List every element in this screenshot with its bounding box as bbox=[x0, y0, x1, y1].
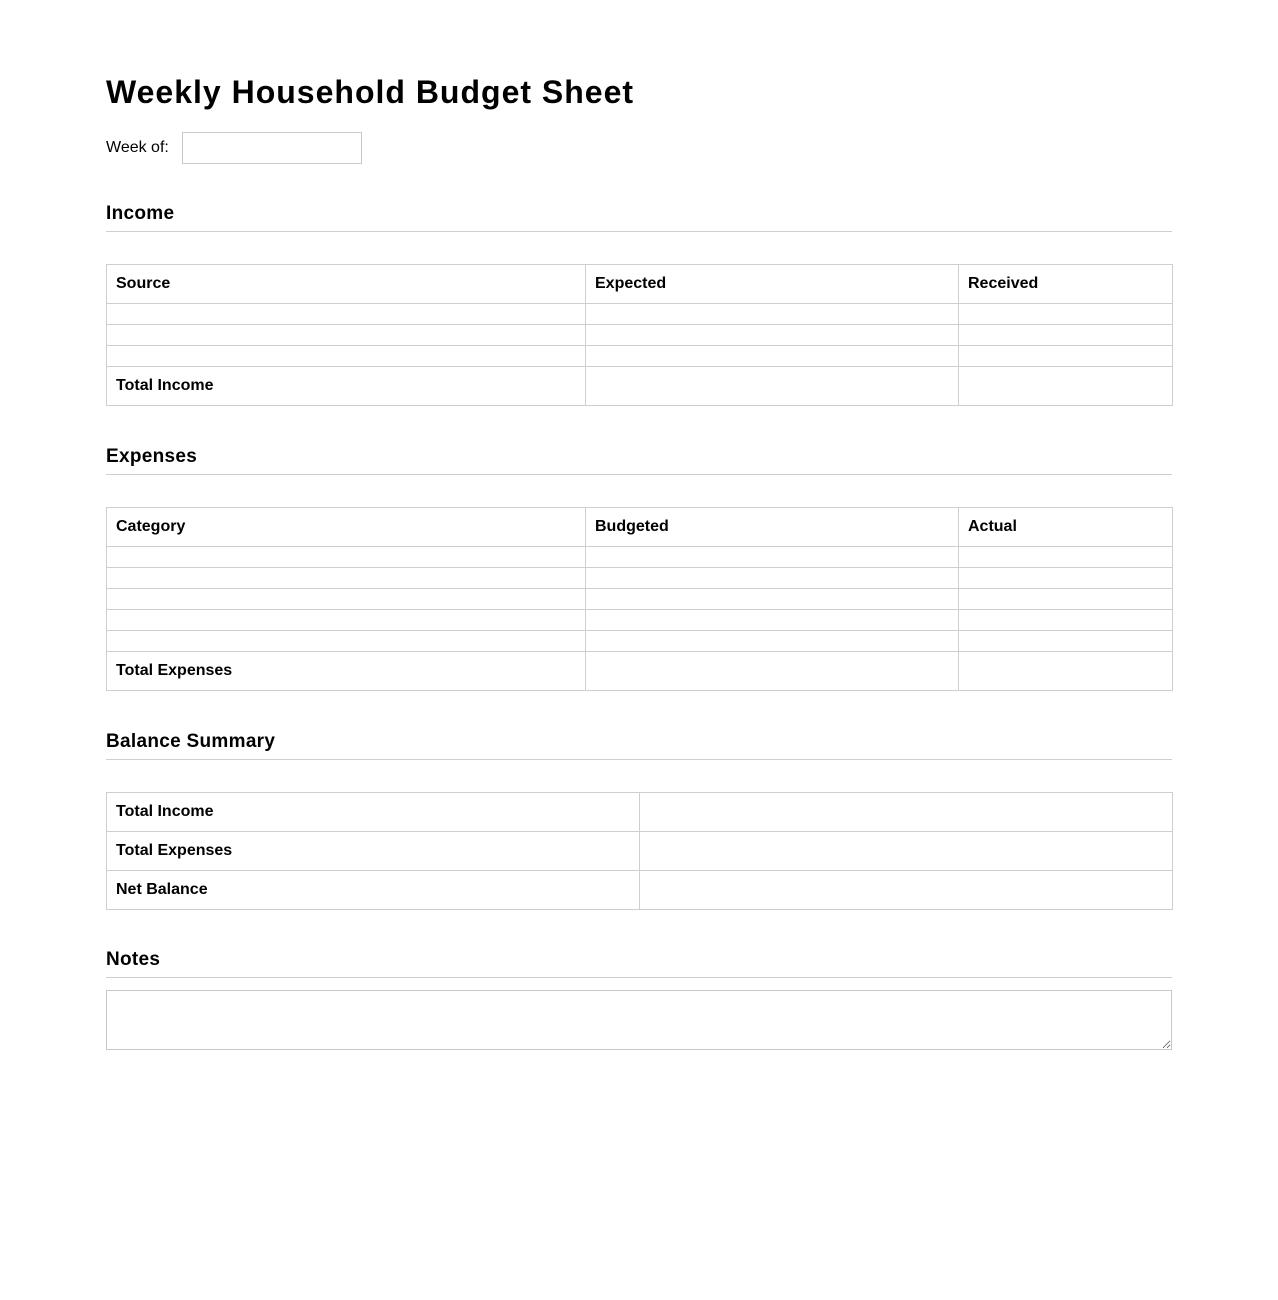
expenses-section bbox=[106, 445, 1172, 691]
income-section bbox=[106, 202, 1172, 406]
income-col-received: Received bbox=[959, 265, 1173, 304]
balance-row-total-expenses bbox=[107, 832, 1173, 871]
income-source-cell[interactable] bbox=[107, 346, 586, 367]
expense-row bbox=[107, 631, 1173, 652]
balance-label: Net Balance bbox=[107, 871, 640, 910]
income-expected-cell[interactable] bbox=[586, 346, 959, 367]
expense-actual-cell[interactable] bbox=[959, 589, 1173, 610]
expense-budgeted-cell[interactable] bbox=[586, 631, 959, 652]
notes-section bbox=[106, 948, 1172, 1050]
expenses-total-budgeted-cell[interactable] bbox=[586, 652, 959, 691]
balance-value-cell[interactable] bbox=[640, 832, 1173, 871]
balance-row-net-balance bbox=[107, 871, 1173, 910]
expense-budgeted-cell[interactable] bbox=[586, 589, 959, 610]
expense-category-cell[interactable] bbox=[107, 610, 586, 631]
balance-table bbox=[106, 792, 1173, 910]
notes-textarea[interactable] bbox=[106, 990, 1172, 1050]
expense-row bbox=[107, 568, 1173, 589]
income-col-source: Source bbox=[107, 265, 586, 304]
expenses-header-row bbox=[107, 508, 1173, 547]
income-table bbox=[106, 264, 1173, 406]
income-source-cell[interactable] bbox=[107, 325, 586, 346]
income-heading: Income bbox=[106, 202, 1172, 232]
week-of-label: Week of: bbox=[106, 139, 169, 156]
income-total-expected-cell[interactable] bbox=[586, 367, 959, 406]
expenses-col-category: Category bbox=[107, 508, 586, 547]
income-expected-cell[interactable] bbox=[586, 325, 959, 346]
income-row bbox=[107, 325, 1173, 346]
expenses-total-row bbox=[107, 652, 1173, 691]
expense-actual-cell[interactable] bbox=[959, 568, 1173, 589]
expenses-total-actual-cell[interactable] bbox=[959, 652, 1173, 691]
balance-label: Total Expenses bbox=[107, 832, 640, 871]
week-of-input[interactable] bbox=[182, 132, 362, 164]
income-source-cell[interactable] bbox=[107, 304, 586, 325]
income-received-cell[interactable] bbox=[959, 304, 1173, 325]
income-header-row bbox=[107, 265, 1173, 304]
income-row bbox=[107, 346, 1173, 367]
notes-heading: Notes bbox=[106, 948, 1172, 978]
expense-row bbox=[107, 610, 1173, 631]
expenses-heading: Expenses bbox=[106, 445, 1172, 475]
income-received-cell[interactable] bbox=[959, 325, 1173, 346]
expense-row bbox=[107, 547, 1173, 568]
expenses-table bbox=[106, 507, 1173, 691]
expenses-total-label: Total Expenses bbox=[107, 652, 586, 691]
income-total-row bbox=[107, 367, 1173, 406]
expense-category-cell[interactable] bbox=[107, 547, 586, 568]
income-expected-cell[interactable] bbox=[586, 304, 959, 325]
expenses-col-budgeted: Budgeted bbox=[586, 508, 959, 547]
expense-budgeted-cell[interactable] bbox=[586, 547, 959, 568]
expense-actual-cell[interactable] bbox=[959, 631, 1173, 652]
income-col-expected: Expected bbox=[586, 265, 959, 304]
expense-category-cell[interactable] bbox=[107, 568, 586, 589]
expense-category-cell[interactable] bbox=[107, 631, 586, 652]
income-row bbox=[107, 304, 1173, 325]
balance-value-cell[interactable] bbox=[640, 871, 1173, 910]
expense-category-cell[interactable] bbox=[107, 589, 586, 610]
balance-row-total-income bbox=[107, 793, 1173, 832]
expense-row bbox=[107, 589, 1173, 610]
page-title: Weekly Household Budget Sheet bbox=[106, 74, 635, 110]
balance-label: Total Income bbox=[107, 793, 640, 832]
balance-heading: Balance Summary bbox=[106, 730, 1172, 760]
week-row bbox=[106, 132, 1172, 164]
balance-value-cell[interactable] bbox=[640, 793, 1173, 832]
income-total-label: Total Income bbox=[107, 367, 586, 406]
expense-budgeted-cell[interactable] bbox=[586, 568, 959, 589]
income-received-cell[interactable] bbox=[959, 346, 1173, 367]
balance-section bbox=[106, 730, 1172, 910]
expense-actual-cell[interactable] bbox=[959, 610, 1173, 631]
budget-sheet bbox=[106, 0, 1172, 1050]
income-total-received-cell[interactable] bbox=[959, 367, 1173, 406]
expense-actual-cell[interactable] bbox=[959, 547, 1173, 568]
expenses-col-actual: Actual bbox=[959, 508, 1173, 547]
expense-budgeted-cell[interactable] bbox=[586, 610, 959, 631]
